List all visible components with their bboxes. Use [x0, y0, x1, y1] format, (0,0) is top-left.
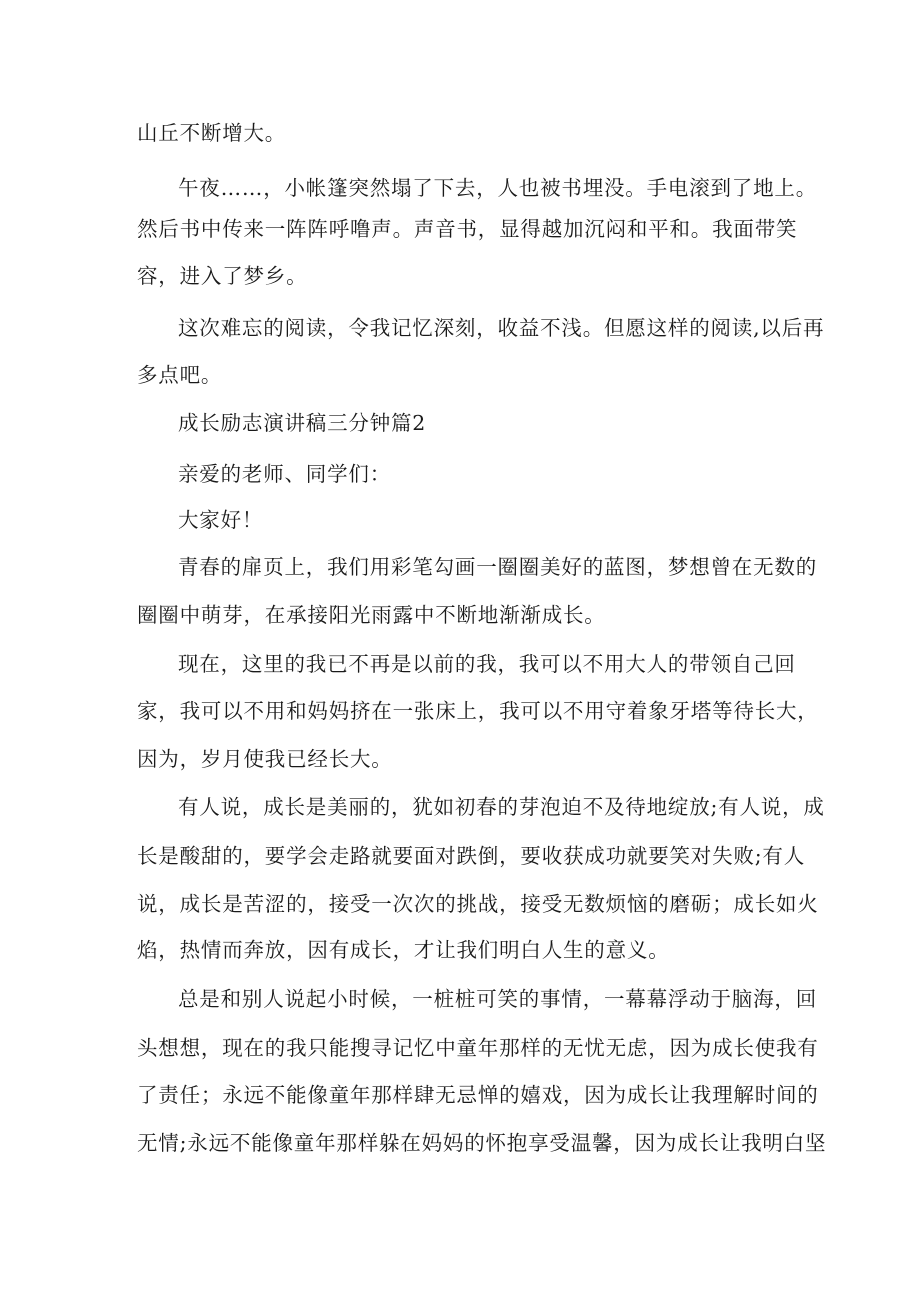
text-line: 多点吧。: [137, 363, 223, 387]
salutation: 亲爱的老师、同学们：: [178, 462, 391, 486]
text-line: 说，成长是苦涩的，接受一次次的挑战，接受无数烦恼的磨砺；成长如火: [137, 892, 819, 916]
paragraph-first-line: 这次难忘的阅读，令我记忆深刻，收益不浅。但愿这样的阅读,以后再: [178, 316, 825, 340]
text-line: 圈圈中萌芽，在承接阳光雨露中不断地渐渐成长。: [137, 603, 606, 627]
greeting: 大家好！: [178, 508, 264, 532]
text-line: 容，进入了梦乡。: [137, 264, 308, 288]
paragraph-first-line: 青春的扉页上，我们用彩笔勾画一圈圈美好的蓝图，梦想曾在无数的: [178, 555, 817, 579]
text-line: 然后书中传来一阵阵呼噜声。声音书，显得越加沉闷和平和。我面带笑: [137, 217, 798, 241]
text-line: 头想想，现在的我只能搜寻记忆中童年那样的无忧无虑，因为成长使我有: [137, 1036, 819, 1060]
paragraph-first-line: 午夜……，小帐篷突然塌了下去，人也被书埋没。手电滚到了地上。: [178, 176, 817, 200]
paragraph-first-line: 有人说，成长是美丽的，犹如初春的芽泡迫不及待地绽放;有人说，成: [178, 795, 825, 819]
text-line: 焰，热情而奔放，因有成长，才让我们明白人生的意义。: [137, 938, 670, 962]
text-line: 无情;永远不能像童年那样躲在妈妈的怀抱享受温馨，因为成长让我明白坚: [137, 1131, 827, 1155]
paragraph-first-line: 总是和别人说起小时候，一桩桩可笑的事情，一幕幕浮动于脑海，回: [178, 987, 817, 1011]
text-line: 了责任；永远不能像童年那样肆无忌惮的嬉戏，因为成长让我理解时间的: [137, 1083, 819, 1107]
text-line: 因为，岁月使我已经长大。: [137, 747, 393, 771]
paragraph-first-line: 现在，这里的我已不再是以前的我，我可以不用大人的带领自己回: [178, 652, 796, 676]
text-line: 山丘不断增大。: [137, 121, 287, 145]
text-line: 家，我可以不用和妈妈挤在一张床上，我可以不用守着象牙塔等待长大，: [137, 699, 819, 723]
text-line: 长是酸甜的，要学会走路就要面对跌倒，要收获成功就要笑对失败;有人: [137, 844, 806, 868]
section-heading: 成长励志演讲稿三分钟篇2: [178, 411, 427, 435]
